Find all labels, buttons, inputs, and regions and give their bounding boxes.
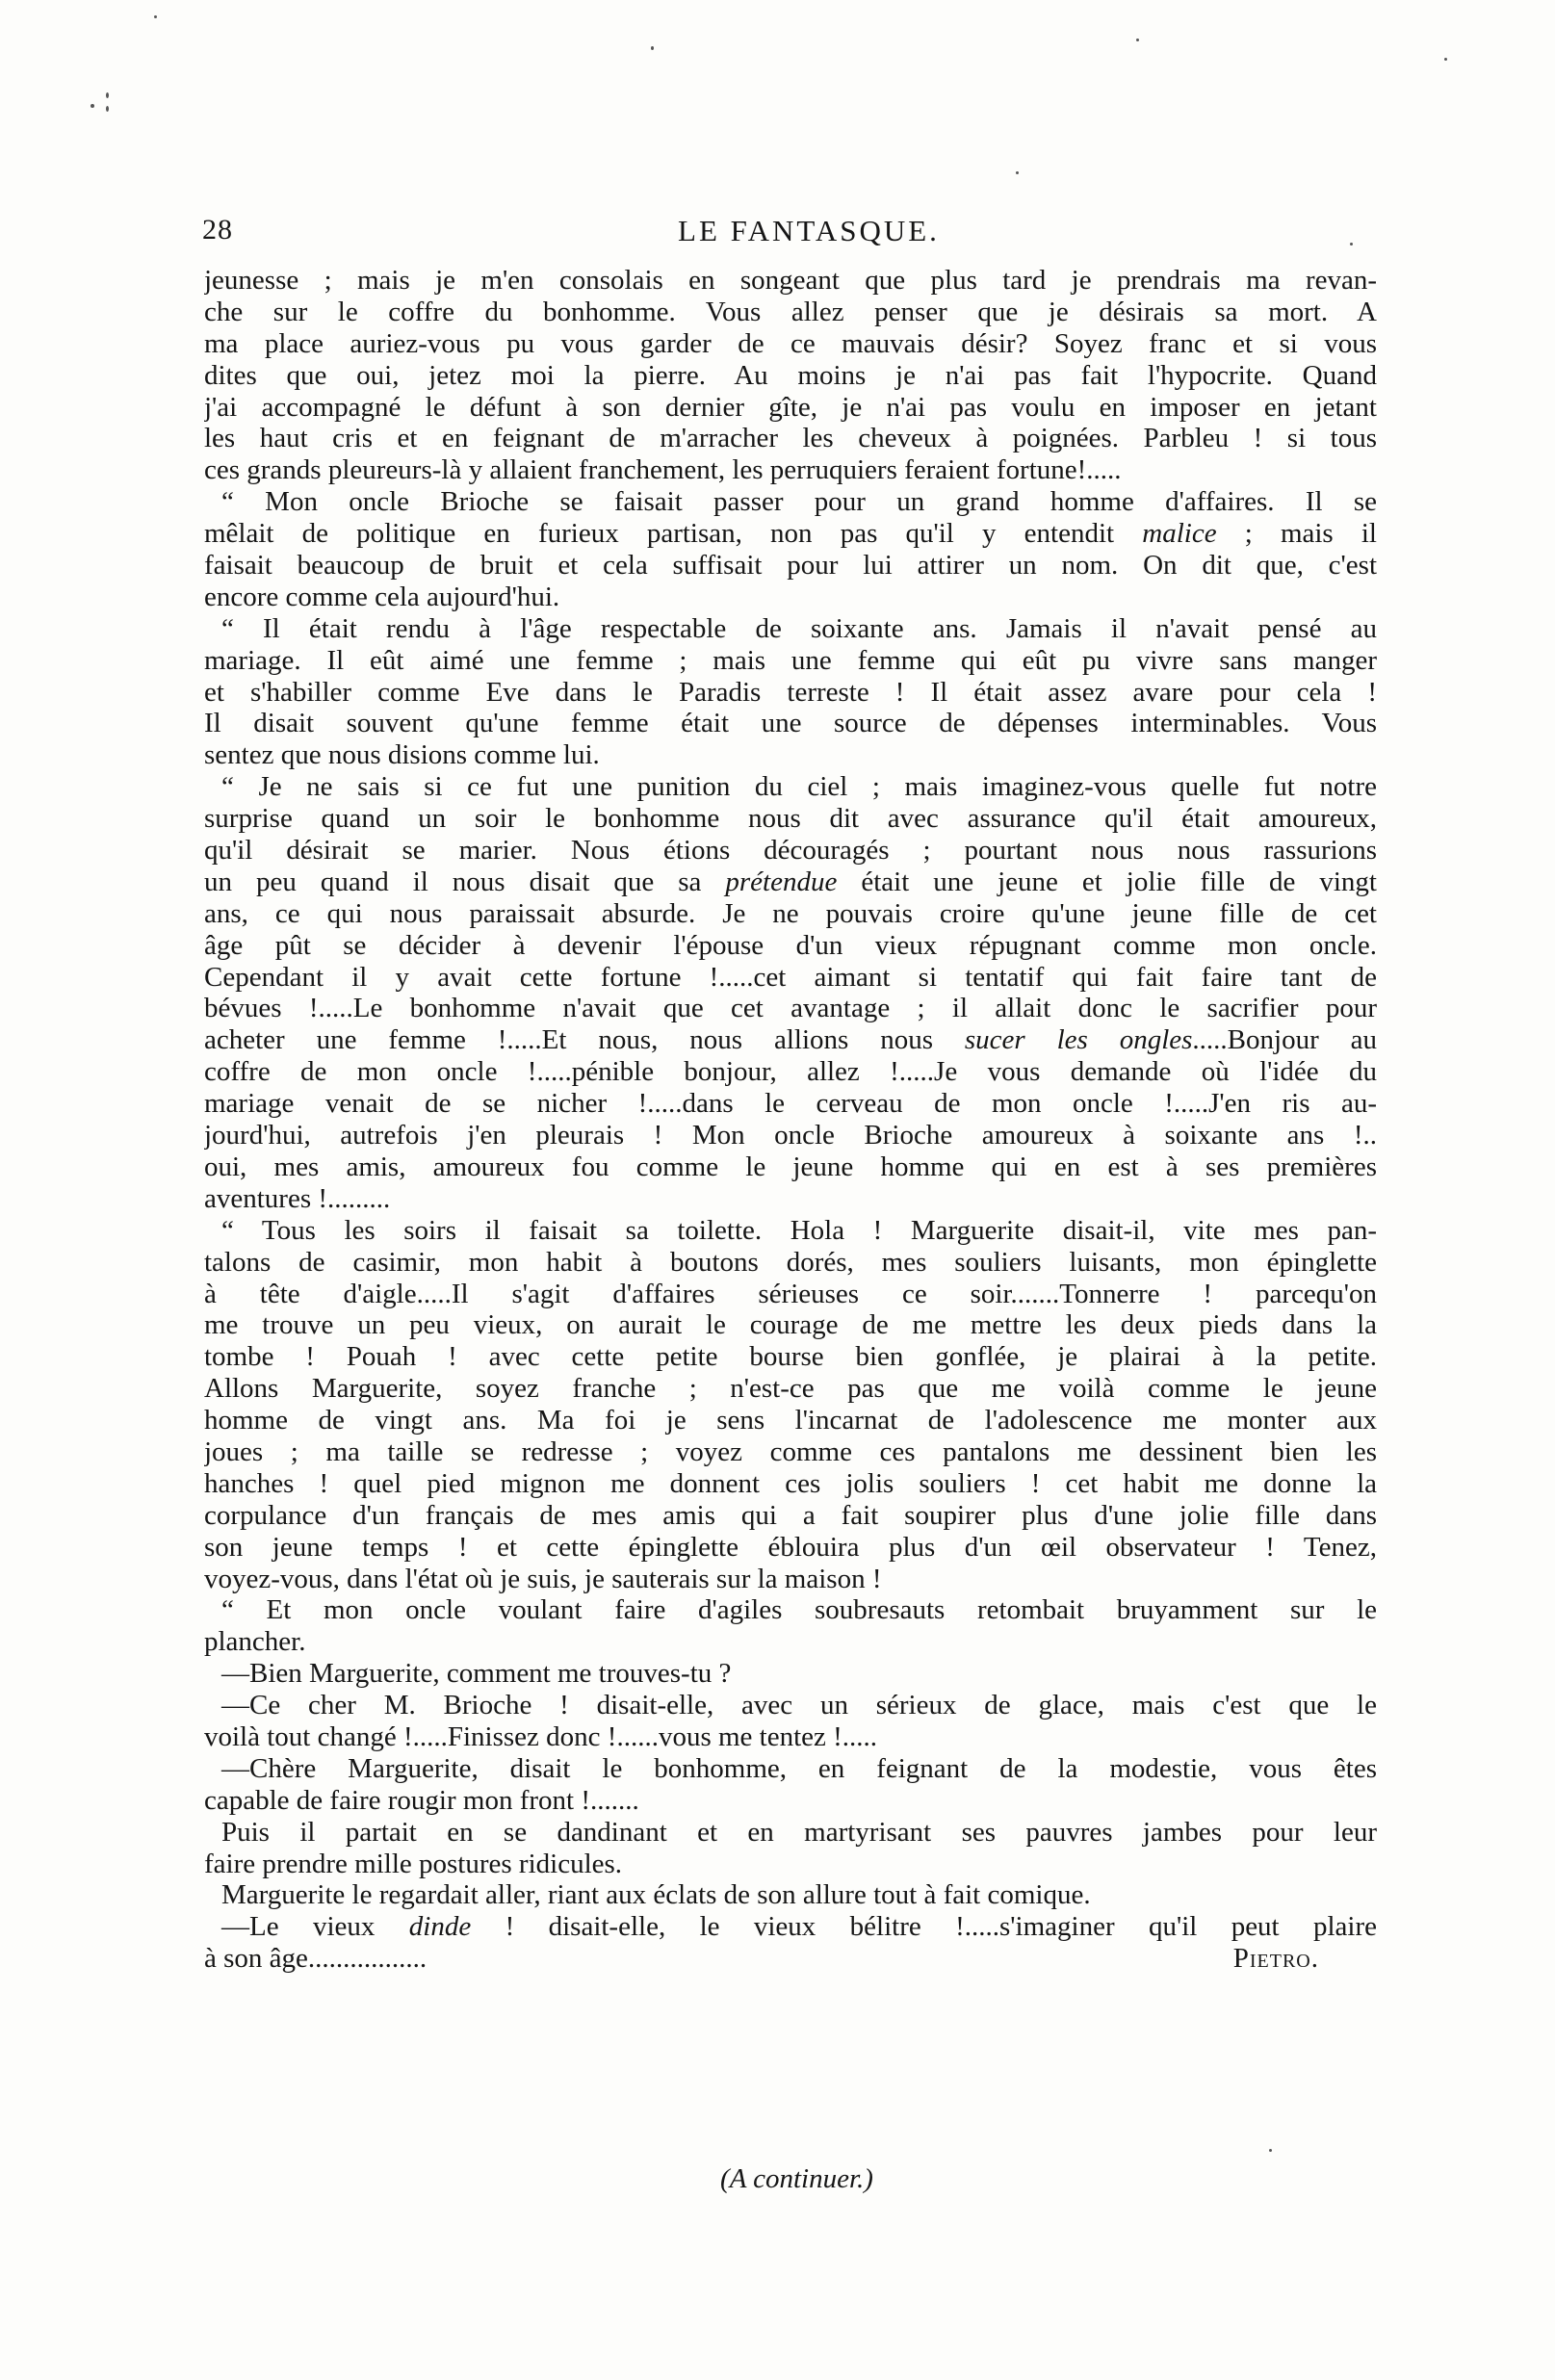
text-line: à tête d'aigle.....Il s'agit d'affaires sérieuses ce soir.......Tonnerre ! parcequ'on — [204, 1278, 1377, 1309]
text-line: bévues !.....Le bonhomme n'avait que cet avantage ; il allait donc le sacrifier pour — [204, 993, 1377, 1024]
scan-speck — [651, 46, 654, 50]
text-line: faisait beaucoup de bruit et cela suffisait pour lui attirer un nom. On dit que, c'est — [204, 550, 1377, 582]
text-line: son jeune temps ! et cette épinglette éblouira plus d'un œil observateur ! Tenez, — [204, 1531, 1377, 1563]
text-line: mêlait de politique en furieux partisan, non pas qu'il y entendit malice ; mais il — [204, 518, 1377, 550]
text-line: encore comme cela aujourd'hui. — [204, 581, 560, 612]
text-line: “ Et mon oncle voulant faire d'agiles soubresauts retombait bruyamment sur le — [221, 1594, 1377, 1626]
article-body — [204, 265, 1377, 1975]
text-line: —Bien Marguerite, comment me trouves-tu ? — [221, 1658, 732, 1690]
scan-speck — [1136, 39, 1139, 41]
continuation-note: (A continuer.) — [720, 2163, 873, 2194]
text-line: un peu quand il nous disait que sa prétendue était une jeune et jolie fille de vingt — [204, 866, 1377, 897]
text-line: ma place auriez-vous pu vous garder de ce mauvais désir? Soyez franc et si vous — [204, 327, 1377, 359]
text-line: “ Je ne sais si ce fut une punition du ciel ; mais imaginez-vous quelle fut notre — [221, 771, 1377, 803]
text-line: sentez que nous disions comme lui. — [204, 739, 600, 771]
text-line: —Le vieux dinde ! disait-elle, le vieux bélitre !.....s'imaginer qu'il peut plaire — [221, 1911, 1377, 1943]
page-number: 28 — [202, 214, 233, 246]
text-line: j'ai accompagné le défunt à son dernier gîte, je n'ai pas voulu en imposer en jetant — [204, 391, 1377, 423]
text-line: Marguerite le regardait aller, riant aux éclats de son allure tout à fait comique. — [221, 1879, 1091, 1911]
text-line: jourd'hui, autrefois j'en pleurais ! Mon oncle Brioche amoureux à soixante ans !.. — [204, 1120, 1377, 1151]
scan-speck — [106, 92, 109, 98]
text-line: coffre de mon oncle !.....pénible bonjour, allez !.....Je vous demande où l'idée du — [204, 1056, 1377, 1088]
text-line: et s'habiller comme Eve dans le Paradis terreste ! Il était assez avare pour cela ! — [204, 676, 1377, 708]
text-line: capable de faire rougir mon front !....... — [204, 1784, 639, 1816]
text-line: homme de vingt ans. Ma foi je sens l'incarnat de l'adolescence me monter aux — [204, 1405, 1377, 1436]
text-line: corpulance d'un français de mes amis qui a fait soupirer plus d'une jolie fille dans — [204, 1499, 1377, 1531]
text-line: surprise quand un soir le bonhomme nous dit avec assurance qu'il était amoureux, — [204, 803, 1377, 835]
text-line: —Ce cher M. Brioche ! disait-elle, avec un sérieux de glace, mais c'est que le — [221, 1690, 1377, 1721]
running-head — [202, 214, 1377, 252]
text-line: à son âge................. — [204, 1943, 428, 1975]
text-line: “ Tous les soirs il faisait sa toilette. Hola ! Marguerite disait-il, vite mes pan- — [221, 1214, 1377, 1246]
text-line: mariage. Il eût aimé une femme ; mais une femme qui eût pu vivre sans manger — [204, 644, 1377, 676]
text-line: voyez-vous, dans l'état où je suis, je sauterais sur la maison ! — [204, 1563, 882, 1594]
text-line: les haut cris et en feignant de m'arracher les cheveux à poignées. Parbleu ! si tous — [204, 423, 1377, 454]
text-line: talons de casimir, mon habit à boutons dorés, mes souliers luisants, mon épinglette — [204, 1246, 1377, 1278]
scan-speck — [154, 15, 157, 18]
text-line: ans, ce qui nous paraissait absurde. Je ne pouvais croire qu'une jeune fille de cet — [204, 897, 1377, 929]
text-line: dites que oui, jetez moi la pierre. Au moins je n'ai pas fait l'hypocrite. Quand — [204, 359, 1377, 391]
text-line: plancher. — [204, 1626, 306, 1658]
text-line: aventures !......... — [204, 1182, 391, 1214]
text-line: Cependant il y avait cette fortune !.....cet aimant si tentatif qui fait faire tant de — [204, 961, 1377, 993]
text-line: tombe ! Pouah ! avec cette petite bourse bien gonflée, je plairai à la petite. — [204, 1341, 1377, 1373]
author-signature: Pietro. — [1232, 1943, 1319, 1975]
text-line: mariage venait de se nicher !.....dans le cerveau de mon oncle !.....J'en ris au- — [204, 1088, 1377, 1120]
text-line: Il disait souvent qu'une femme était une source de dépenses interminables. Vous — [204, 708, 1377, 739]
scan-speck — [106, 106, 109, 112]
scan-speck — [1016, 171, 1019, 174]
text-line: “ Il était rendu à l'âge respectable de soixante ans. Jamais il n'avait pensé au — [221, 612, 1377, 644]
text-line: che sur le coffre du bonhomme. Vous allez penser que je désirais sa mort. A — [204, 296, 1377, 327]
text-line: “ Mon oncle Brioche se faisait passer pour un grand homme d'affaires. Il se — [221, 486, 1377, 518]
text-line: ces grands pleureurs-là y allaient franchement, les perruquiers feraient fortune!..... — [204, 454, 1122, 486]
text-line: Puis il partait en se dandinant et en martyrisant ses pauvres jambes pour leur — [221, 1816, 1377, 1848]
text-line: jeunesse ; mais je m'en consolais en songeant que plus tard je prendrais ma revan- — [204, 265, 1377, 296]
text-line: —Chère Marguerite, disait le bonhomme, en feignant de la modestie, vous êtes — [221, 1752, 1377, 1784]
scan-speck — [1269, 2149, 1272, 2152]
text-line: âge pût se décider à devenir l'épouse d'un vieux répugnant comme mon oncle. — [204, 929, 1377, 961]
scan-speck — [1444, 58, 1447, 61]
text-line: me trouve un peu vieux, on aurait le courage de me mettre les deux pieds dans la — [204, 1309, 1377, 1341]
scan-speck — [91, 104, 94, 108]
text-line: hanches ! quel pied mignon me donnent ces jolis souliers ! cet habit me donne la — [204, 1467, 1377, 1499]
text-line: oui, mes amis, amoureux fou comme le jeune homme qui en est à ses premières — [204, 1151, 1377, 1182]
text-line: qu'il désirait se marier. Nous étions découragés ; pourtant nous nous rassurions — [204, 835, 1377, 867]
text-line: Allons Marguerite, soyez franche ; n'est-ce pas que me voilà comme le jeune — [204, 1373, 1377, 1405]
journal-title: LE FANTASQUE. — [678, 214, 940, 247]
text-line: voilà tout changé !.....Finissez donc !......vous me tentez !..... — [204, 1720, 878, 1752]
text-line: acheter une femme !.....Et nous, nous allions nous sucer les ongles.....Bonjour au — [204, 1024, 1377, 1056]
text-line: joues ; ma taille se redresse ; voyez comme ces pantalons me dessinent bien les — [204, 1436, 1377, 1467]
text-line: faire prendre mille postures ridicules. — [204, 1848, 623, 1879]
